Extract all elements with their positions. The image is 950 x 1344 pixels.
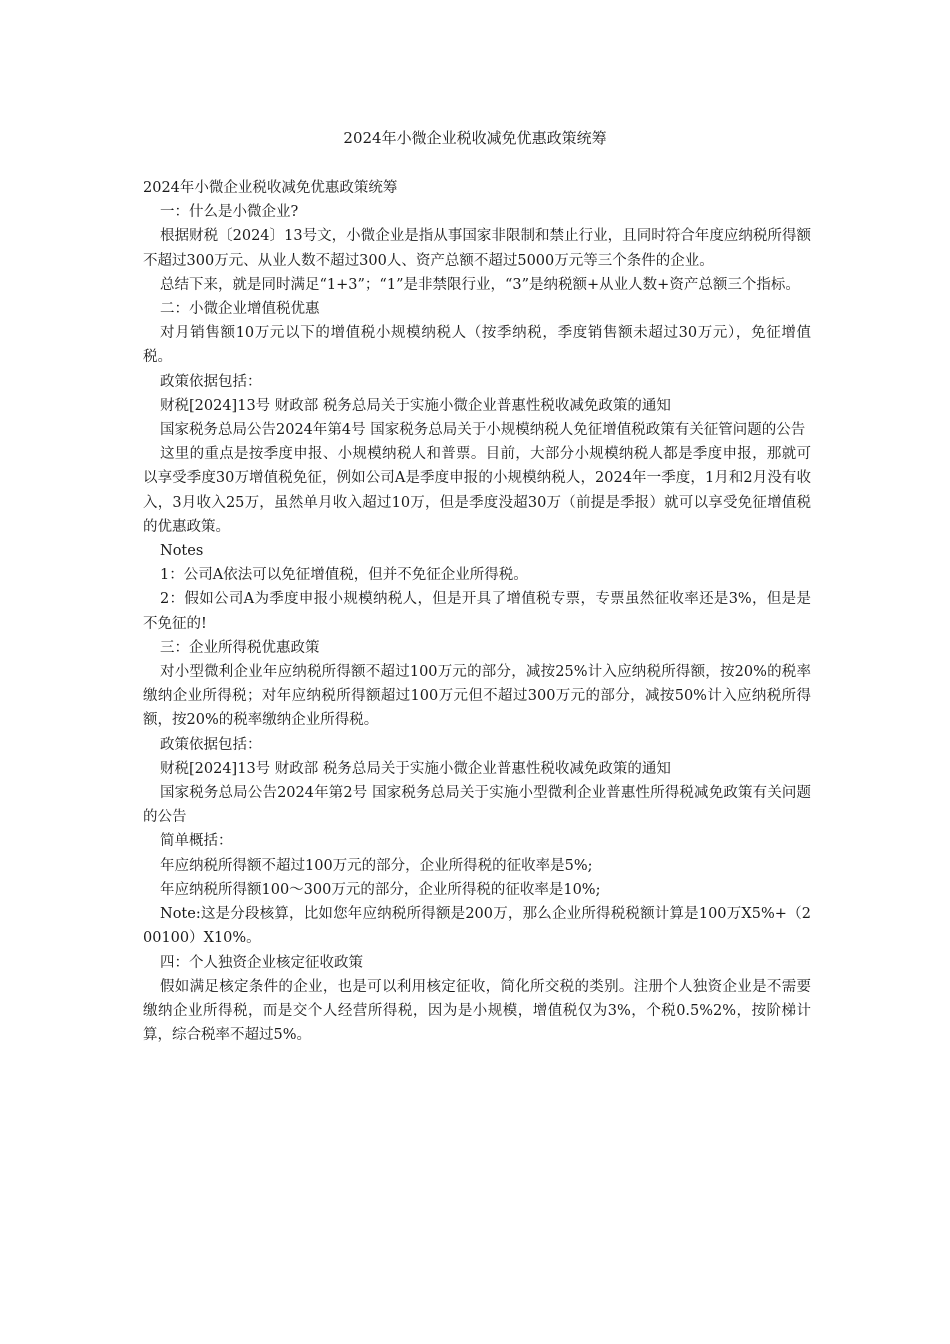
section-heading-2: 二：小微企业增值税优惠: [160, 301, 320, 318]
note-item: 1：公司A依法可以免征增值税，但并不免征企业所得税。: [160, 567, 528, 584]
paragraph: 年应纳税所得额100～300万元的部分，企业所得税的征收率是10%;: [160, 881, 601, 898]
page-title: 2024年小微企业税收减免优惠政策统筹: [343, 129, 607, 147]
paragraph: 年应纳税所得额不超过100万元的部分，企业所得税的征收率是5%;: [160, 857, 593, 874]
paragraph: 假如满足核定条件的企业，也是可以利用核定征收，简化所交税的类别。注册个人独资企业是不需要缴纳企业所得税，而是交个人经营所得税，因为是小规模，增值税仅为3%，个税0.5%2%，按阶梯计算，综合税率不超过5%。: [143, 978, 811, 1044]
paragraph: 根据财税〔2024〕13号文，小微企业是指从事国家非限制和禁止行业，且同时符合年度应纳税所得额不超过300万元、从业人数不超过300人、资产总额不超过5000万元等三个条件的企业。: [143, 228, 811, 269]
section-heading-1: 一：什么是小微企业?: [160, 204, 299, 221]
paragraph: 政策依据包括：: [160, 736, 262, 753]
section-heading-4: 四：个人独资企业核定征收政策: [160, 954, 363, 971]
paragraph: Note:这是分段核算，比如您年应纳税所得额是200万，那么企业所得税税额计算是100万X5%+（200100）X10%。: [143, 906, 811, 947]
document-body: [143, 176, 811, 1047]
policy-reference: 国家税务总局公告2024年第2号 国家税务总局关于实施小型微利企业普惠性所得税减免政策有关问题的公告: [143, 785, 811, 826]
paragraph: 简单概括：: [160, 833, 233, 850]
policy-reference: 财税[2024]13号 财政部 税务总局关于实施小微企业普惠性税收减免政策的通知: [160, 397, 671, 414]
policy-reference: 国家税务总局公告2024年第4号 国家税务总局关于小规模纳税人免征增值税政策有关征管问题的公告: [160, 422, 806, 439]
section-heading-3: 三：企业所得税优惠政策: [160, 639, 320, 656]
doc-heading: 2024年小微企业税收减免优惠政策统筹: [143, 180, 398, 196]
note-item: 2：假如公司A为季度申报小规模纳税人，但是开具了增值税专票，专票虽然征收率还是3%，但是是不免征的!: [143, 591, 811, 632]
paragraph: 对小型微利企业年应纳税所得额不超过100万元的部分，减按25%计入应纳税所得额，按20%的税率缴纳企业所得税；对年应纳税所得额超过100万元但不超过300万元的部分，减按50%计入应纳税所得额，按20%的税率缴纳企业所得税。: [143, 664, 811, 729]
paragraph: 这里的重点是按季度申报、小规模纳税人和普票。目前，大部分小规模纳税人都是季度申报，那就可以享受季度30万增值税免征，例如公司A是季度申报的小规模纳税人，2024年一季度，1月和2月没有收入，3月收入25万，虽然单月收入超过10万，但是季度没超30万（前提是季报）就可以享受免征增值税的优惠政策。: [143, 446, 811, 535]
policy-reference: 财税[2024]13号 财政部 税务总局关于实施小微企业普惠性税收减免政策的通知: [160, 760, 671, 777]
paragraph: 对月销售额10万元以下的增值税小规模纳税人（按季纳税，季度销售额未超过30万元），免征增值税。: [143, 325, 811, 366]
paragraph: 政策依据包括：: [160, 373, 262, 390]
notes-heading: Notes: [160, 543, 204, 560]
paragraph: 总结下来，就是同时满足“1+3”；“1”是非禁限行业，“3”是纳税额+从业人数+资产总额三个指标。: [160, 276, 800, 293]
